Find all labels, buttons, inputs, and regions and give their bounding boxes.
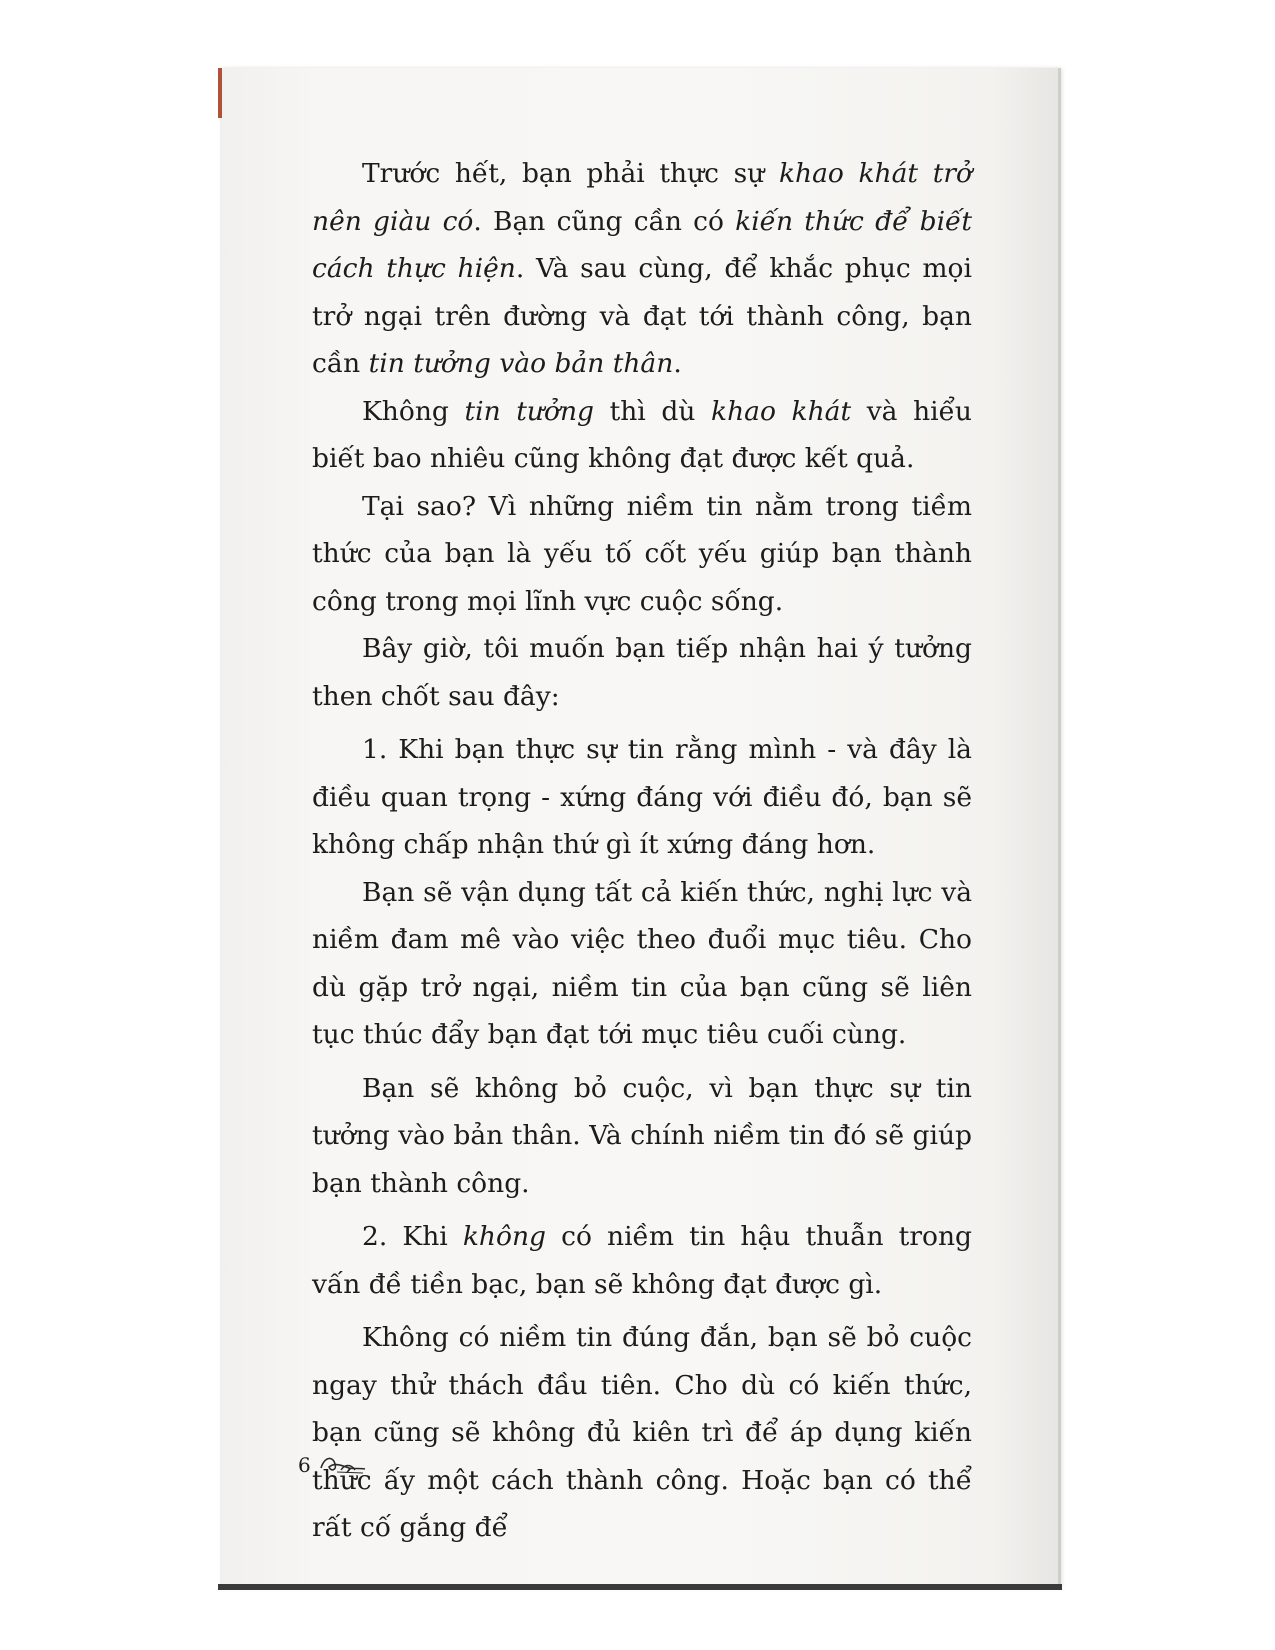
text-run: . Và sau cùng, để khắc phục mọi trở ngại trên đường và đạt tới thành công, bạn cần xyxy=(312,253,972,379)
text-run: Bây giờ, tôi muốn bạn tiếp nhận hai ý tưởng then chốt sau đây: xyxy=(312,633,972,712)
text-run: 2. Khi xyxy=(362,1221,463,1252)
emphasized-text: tin tưởng xyxy=(464,395,594,427)
paragraph xyxy=(312,1065,972,1208)
text-run: Không xyxy=(362,395,465,427)
text-run: có niềm tin hậu thuẫn trong vấn đề tiền bạc, bạn sẽ không đạt được gì. xyxy=(312,1221,972,1300)
text-run: Bạn sẽ không bỏ cuộc, vì bạn thực sự tin tưởng vào bản thân. Và chính niềm tin đó sẽ giúp bạn thành công. xyxy=(312,1072,972,1199)
paragraph xyxy=(312,483,972,626)
paragraph xyxy=(312,1213,972,1308)
text-run: và hiểu biết bao nhiêu cũng không đạt được kết quả. xyxy=(312,395,972,474)
page-footer xyxy=(298,1452,371,1478)
text-run: Tại sao? Vì những niềm tin nằm trong tiềm thức của bạn là yếu tố cốt yếu giúp bạn thành công trong mọi lĩnh vực cuộc sống. xyxy=(312,490,972,617)
emphasized-text: tin tưởng vào bản thân xyxy=(368,348,674,379)
page-edge-mark xyxy=(218,68,222,118)
text-run: thì dù xyxy=(593,395,712,427)
emphasized-text: không xyxy=(462,1221,546,1252)
paragraph xyxy=(312,388,972,483)
text-run: Bạn sẽ vận dụng tất cả kiến thức, nghị lực và niềm đam mê vào việc theo đuổi mục tiêu. Cho dù gặp trở ngại, niềm tin của bạn cũng sẽ liên tục thúc đẩy bạn đạt tới mục tiêu cuối cùng. xyxy=(312,876,972,1050)
emphasized-text: khao khát trở nên giàu có xyxy=(312,158,972,237)
paragraph xyxy=(312,625,972,720)
page-bottom-edge xyxy=(218,1584,1062,1590)
page-number: 6 xyxy=(298,1453,311,1477)
paragraph xyxy=(312,726,972,869)
text-run: . Bạn cũng cần có xyxy=(473,205,736,237)
paragraph xyxy=(312,150,972,388)
page-right-shadow xyxy=(1058,68,1061,1588)
text-run: Trước hết, bạn phải thực sự xyxy=(362,158,779,189)
body-text xyxy=(312,150,972,1552)
text-run: 1. Khi bạn thực sự tin rằng mình - và đây là điều quan trọng - xứng đáng với điều đó, bạn sẽ không chấp nhận thứ gì ít xứng đáng hơn. xyxy=(312,734,972,860)
emphasized-text: kiến thức để biết cách thực hiện xyxy=(312,205,972,284)
paragraph xyxy=(312,869,972,1059)
text-run: Không có niềm tin đúng đắn, bạn sẽ bỏ cuộc ngay thử thách đầu tiên. Cho dù có kiến thức, bạn cũng sẽ không đủ kiên trì để áp dụng kiến thức ấy một cách thành công. Hoặc bạn có thể rất cố gắng để xyxy=(312,1322,972,1543)
emphasized-text: khao khát xyxy=(711,395,852,427)
ornament-icon xyxy=(315,1452,371,1478)
paragraph xyxy=(312,1314,972,1552)
text-run: . xyxy=(673,348,682,379)
